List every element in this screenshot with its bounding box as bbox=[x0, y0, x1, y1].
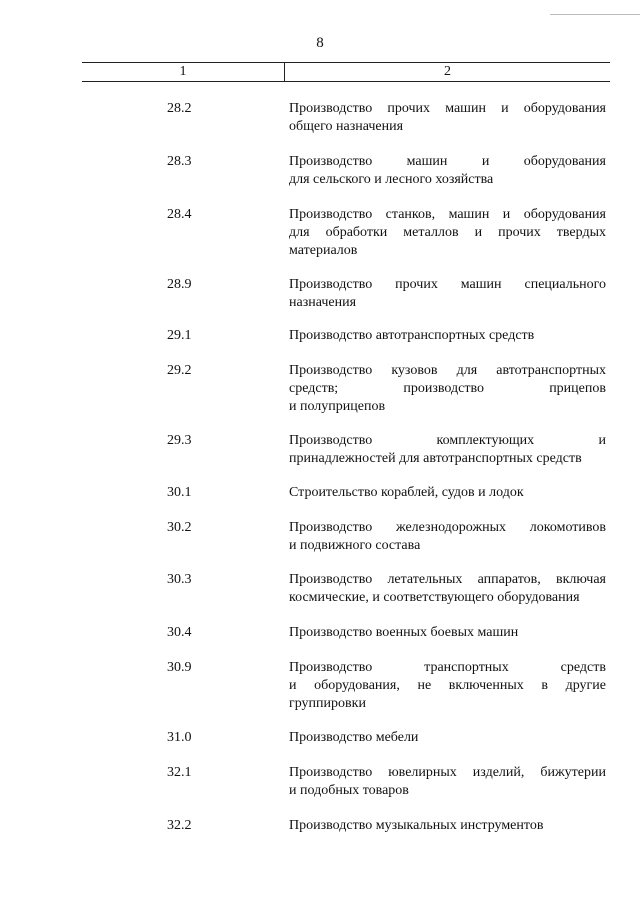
description-line: Производство прочих машин и оборудования bbox=[289, 101, 606, 116]
description-line: принадлежностей для автотранспортных средств bbox=[289, 451, 582, 466]
row-description bbox=[289, 327, 606, 345]
description-line: Строительство кораблей, судов и лодок bbox=[289, 485, 524, 500]
description-line: для сельского и лесного хозяйства bbox=[289, 172, 494, 187]
row-description bbox=[289, 817, 606, 835]
row-code: 30.4 bbox=[167, 625, 192, 640]
description-line: Производство военных боевых машин bbox=[289, 625, 519, 640]
description-line bbox=[289, 432, 606, 450]
row-description bbox=[289, 206, 606, 260]
row-description bbox=[289, 764, 606, 800]
description-line: Производство летательных аппаратов, включая bbox=[289, 572, 606, 587]
row-description bbox=[289, 484, 606, 502]
description-line: назначения bbox=[289, 295, 357, 310]
description-line: Производство автотранспортных средств bbox=[289, 328, 535, 343]
description-word: машин bbox=[460, 277, 502, 292]
row-code: 28.3 bbox=[167, 154, 192, 169]
header-col-1: 1 bbox=[179, 64, 187, 79]
row-description bbox=[289, 729, 606, 747]
row-code: 30.2 bbox=[167, 520, 192, 535]
row-code: 30.9 bbox=[167, 660, 192, 675]
description-line: Производство железнодорожных локомотивов bbox=[289, 520, 606, 535]
description-line: общего назначения bbox=[289, 119, 404, 134]
row-code: 29.1 bbox=[167, 328, 192, 343]
row-description bbox=[289, 659, 606, 713]
row-description bbox=[289, 432, 606, 468]
description-line: Производство станков, машин и оборудования bbox=[289, 207, 606, 222]
description-word: и bbox=[481, 154, 490, 169]
row-description bbox=[289, 571, 606, 607]
row-code: 30.3 bbox=[167, 572, 192, 587]
description-word: производство bbox=[403, 381, 484, 396]
description-line: и подобных товаров bbox=[289, 783, 409, 798]
row-code: 28.4 bbox=[167, 207, 192, 222]
description-word: прочих bbox=[395, 277, 438, 292]
description-line: космические, и соответствующего оборудования bbox=[289, 590, 580, 605]
description-line: Производство кузовов для автотранспортных bbox=[289, 363, 606, 378]
description-word: прицепов bbox=[549, 381, 606, 396]
row-code: 29.2 bbox=[167, 363, 192, 378]
description-word: Производство bbox=[289, 433, 373, 448]
description-word: Производство bbox=[289, 154, 373, 169]
description-line: и подвижного состава bbox=[289, 538, 421, 553]
row-description bbox=[289, 362, 606, 416]
description-line: группировки bbox=[289, 696, 366, 711]
description-line: и полуприцепов bbox=[289, 399, 386, 414]
row-code: 32.1 bbox=[167, 765, 192, 780]
row-description bbox=[289, 276, 606, 312]
description-word: средств; bbox=[289, 381, 339, 396]
description-line bbox=[289, 380, 606, 398]
table-header bbox=[82, 62, 610, 82]
description-word: и bbox=[598, 433, 606, 448]
description-line: и оборудования, не включенных в другие bbox=[289, 678, 606, 693]
row-code: 28.2 bbox=[167, 101, 192, 116]
description-line bbox=[289, 153, 606, 171]
description-line: материалов bbox=[289, 243, 358, 258]
row-description bbox=[289, 153, 606, 189]
row-code: 29.3 bbox=[167, 433, 192, 448]
description-line: Производство мебели bbox=[289, 730, 419, 745]
description-word: оборудования bbox=[523, 154, 606, 169]
description-line bbox=[289, 659, 606, 677]
row-code: 32.2 bbox=[167, 818, 192, 833]
header-col-2: 2 bbox=[444, 64, 451, 79]
description-word: Производство bbox=[289, 660, 373, 675]
row-code: 30.1 bbox=[167, 485, 192, 500]
description-word: Производство bbox=[289, 277, 373, 292]
description-line: Производство ювелирных изделий, бижутерии bbox=[289, 765, 606, 780]
corner-mark bbox=[550, 0, 640, 15]
row-code: 31.0 bbox=[167, 730, 192, 745]
row-description bbox=[289, 519, 606, 555]
description-line bbox=[289, 276, 606, 294]
row-description bbox=[289, 624, 606, 642]
description-word: средств bbox=[560, 660, 606, 675]
row-description bbox=[289, 100, 606, 136]
description-word: машин bbox=[406, 154, 448, 169]
row-code: 28.9 bbox=[167, 277, 192, 292]
description-word: транспортных bbox=[424, 660, 509, 675]
page-number: 8 bbox=[316, 35, 324, 51]
description-word: специального bbox=[524, 277, 606, 292]
description-line: Производство музыкальных инструментов bbox=[289, 818, 544, 833]
description-line: для обработки металлов и прочих твердых bbox=[289, 225, 606, 240]
description-word: комплектующих bbox=[436, 433, 535, 448]
